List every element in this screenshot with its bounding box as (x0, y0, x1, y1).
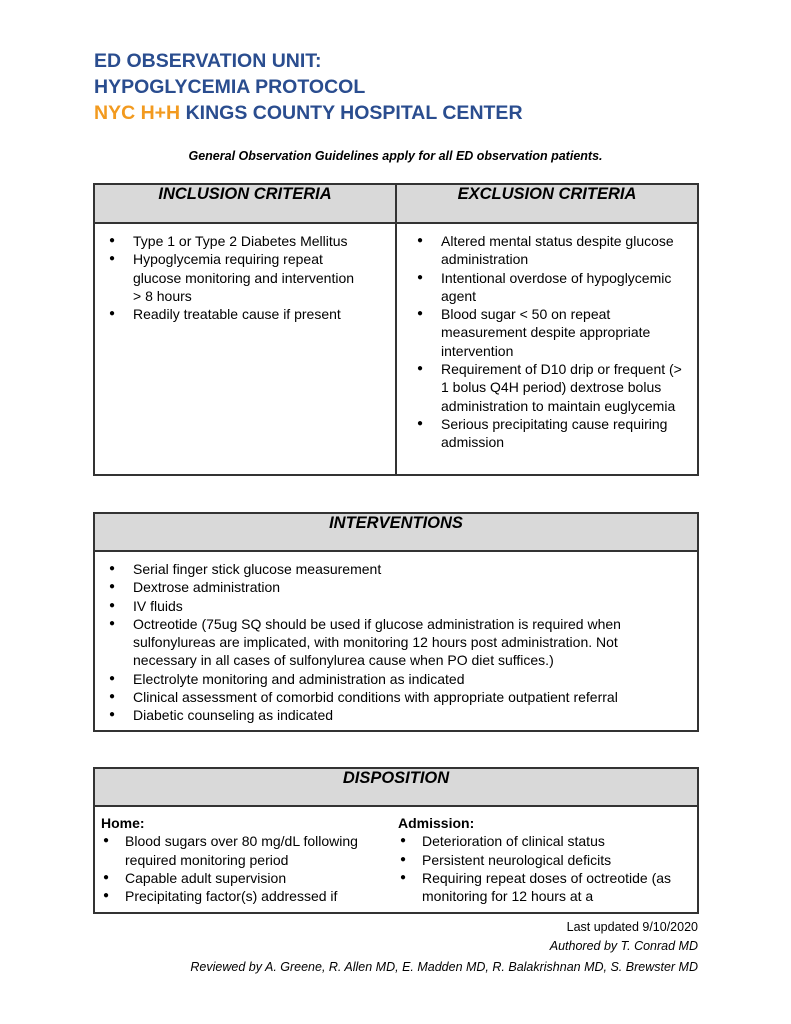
subtitle: General Observation Guidelines apply for all ED observation patients. (188, 149, 603, 163)
list-item: ● Electrolyte monitoring and administration as indicated (99, 670, 677, 688)
interventions-cell (94, 551, 698, 731)
disposition-header: DISPOSITION (94, 768, 698, 806)
inclusion-cell (94, 223, 396, 475)
authored-by: Authored by T. Conrad MD (549, 939, 698, 953)
list-item: ● Blood sugar < 50 on repeat measurement despite appropriate intervention (407, 305, 687, 360)
disposition-table (93, 767, 699, 914)
list-item: ● Altered mental status despite glucose administration (407, 232, 687, 269)
home-list (101, 832, 388, 905)
reviewed-by: Reviewed by A. Greene, R. Allen MD, E. Madden MD, R. Balakrishnan MD, S. Brewster MD (190, 960, 698, 974)
inclusion-list (99, 232, 365, 323)
list-item: ● IV fluids (99, 597, 677, 615)
admission-cell (396, 806, 698, 913)
criteria-table (93, 183, 699, 476)
list-item: ● Precipitating factor(s) addressed if (101, 887, 388, 905)
list-item: ● Persistent neurological deficits (398, 851, 677, 869)
list-item: ● Dextrose administration (99, 578, 677, 596)
home-heading: Home: (101, 815, 145, 831)
home-cell (94, 806, 396, 913)
exclusion-header: EXCLUSION CRITERIA (396, 184, 698, 223)
list-item: ● Capable adult supervision (101, 869, 388, 887)
inclusion-header: INCLUSION CRITERIA (94, 184, 396, 223)
interventions-list (99, 560, 677, 725)
list-item: ● Requiring repeat doses of octreotide (as monitoring for 12 hours at a (398, 869, 677, 906)
list-item: ● Blood sugars over 80 mg/dL following required monitoring period (101, 832, 388, 869)
interventions-header: INTERVENTIONS (94, 513, 698, 551)
title-line-3 (94, 100, 523, 126)
title-line-1: ED OBSERVATION UNIT: (94, 50, 322, 72)
exclusion-cell (396, 223, 698, 475)
exclusion-list (407, 232, 687, 452)
last-updated: Last updated 9/10/2020 (566, 920, 698, 934)
hospital-name: KINGS COUNTY HOSPITAL CENTER (185, 102, 523, 124)
list-item: ● Serial finger stick glucose measurement (99, 560, 677, 578)
admission-list (398, 832, 677, 905)
list-item: ● Octreotide (75ug SQ should be used if glucose administration is required when sulfonylureas are implicated, with monitoring 12 hours post administration. Not necessary in all cases of sulfonylurea cause when PO diet suffices.) (99, 615, 677, 670)
list-item: ● Requirement of D10 drip or frequent (> 1 bolus Q4H period) dextrose bolus administration to maintain euglycemia (407, 360, 687, 415)
interventions-table (93, 512, 699, 732)
list-item: ● Serious precipitating cause requiring admission (407, 415, 687, 452)
list-item: ● Diabetic counseling as indicated (99, 706, 677, 724)
list-item: ● Type 1 or Type 2 Diabetes Mellitus (99, 232, 365, 250)
title-line-2: HYPOGLYCEMIA PROTOCOL (94, 76, 366, 98)
list-item: ● Readily treatable cause if present (99, 305, 365, 323)
list-item: ● Deterioration of clinical status (398, 832, 677, 850)
list-item: ● Intentional overdose of hypoglycemic agent (407, 269, 687, 306)
list-item: ● Hypoglycemia requiring repeat glucose monitoring and intervention > 8 hours (99, 250, 365, 305)
org-name: NYC H+H (94, 102, 181, 124)
list-item: ● Clinical assessment of comorbid conditions with appropriate outpatient referral (99, 688, 677, 706)
admission-heading: Admission: (398, 815, 475, 831)
